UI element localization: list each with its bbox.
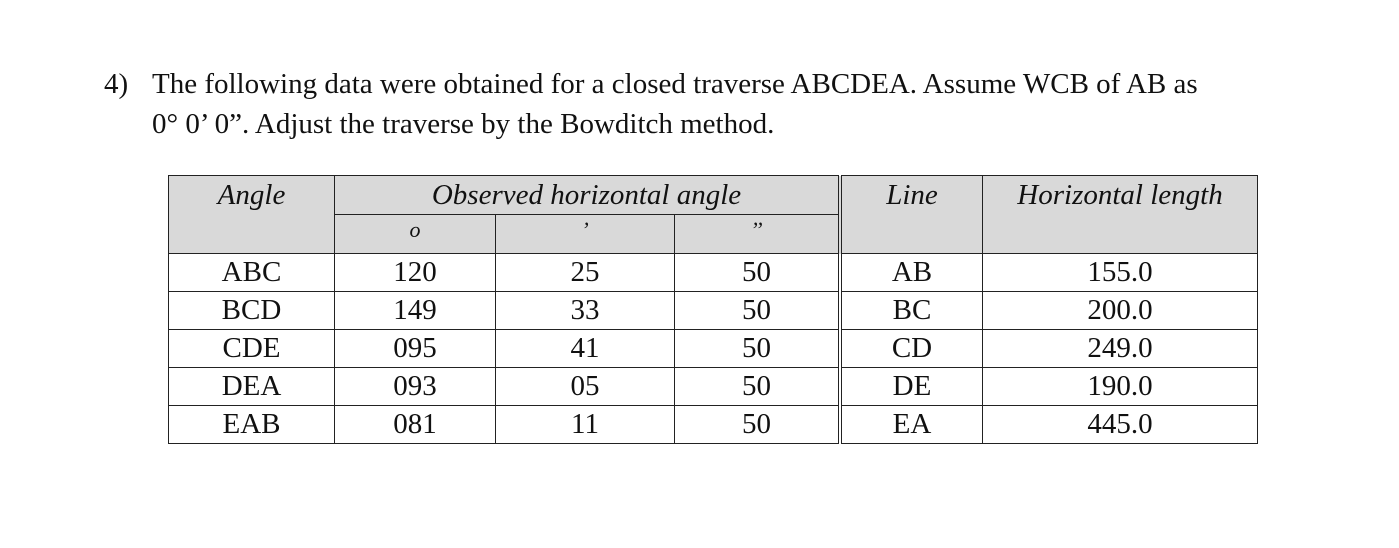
cell-angle: DEA bbox=[169, 368, 335, 406]
problem-statement bbox=[104, 64, 1344, 144]
table-row bbox=[169, 292, 1258, 330]
cell-minutes: 41 bbox=[496, 330, 675, 368]
table-row bbox=[169, 406, 1258, 444]
table-row bbox=[169, 330, 1258, 368]
cell-line: BC bbox=[840, 292, 983, 330]
problem-number: 4) bbox=[104, 68, 129, 100]
header-line: Line bbox=[840, 176, 983, 254]
cell-line: AB bbox=[840, 254, 983, 292]
cell-length: 200.0 bbox=[983, 292, 1258, 330]
cell-angle: EAB bbox=[169, 406, 335, 444]
cell-line: DE bbox=[840, 368, 983, 406]
cell-minutes: 11 bbox=[496, 406, 675, 444]
header-seconds: ’’ bbox=[675, 215, 841, 254]
cell-angle: ABC bbox=[169, 254, 335, 292]
cell-length: 190.0 bbox=[983, 368, 1258, 406]
cell-angle: CDE bbox=[169, 330, 335, 368]
cell-minutes: 05 bbox=[496, 368, 675, 406]
cell-minutes: 33 bbox=[496, 292, 675, 330]
header-degrees: o bbox=[335, 215, 496, 254]
cell-line: EA bbox=[840, 406, 983, 444]
cell-length: 155.0 bbox=[983, 254, 1258, 292]
table-row bbox=[169, 254, 1258, 292]
cell-line: CD bbox=[840, 330, 983, 368]
cell-seconds: 50 bbox=[675, 254, 841, 292]
header-minutes: ’ bbox=[496, 215, 675, 254]
cell-degrees: 081 bbox=[335, 406, 496, 444]
cell-degrees: 120 bbox=[335, 254, 496, 292]
cell-seconds: 50 bbox=[675, 330, 841, 368]
cell-seconds: 50 bbox=[675, 368, 841, 406]
cell-length: 445.0 bbox=[983, 406, 1258, 444]
problem-line-2: 0° 0’ 0”. Adjust the traverse by the Bowditch method. bbox=[152, 108, 775, 140]
cell-minutes: 25 bbox=[496, 254, 675, 292]
cell-degrees: 149 bbox=[335, 292, 496, 330]
traverse-data-table bbox=[168, 175, 1258, 444]
header-angle: Angle bbox=[169, 176, 335, 254]
problem-line-1: The following data were obtained for a closed traverse ABCDEA. Assume WCB of AB as bbox=[152, 68, 1198, 100]
cell-degrees: 093 bbox=[335, 368, 496, 406]
header-horizontal-length: Horizontal length bbox=[983, 176, 1258, 254]
header-observed-angle: Observed horizontal angle bbox=[335, 176, 841, 215]
cell-seconds: 50 bbox=[675, 406, 841, 444]
cell-degrees: 095 bbox=[335, 330, 496, 368]
cell-length: 249.0 bbox=[983, 330, 1258, 368]
cell-seconds: 50 bbox=[675, 292, 841, 330]
cell-angle: BCD bbox=[169, 292, 335, 330]
table-row bbox=[169, 368, 1258, 406]
